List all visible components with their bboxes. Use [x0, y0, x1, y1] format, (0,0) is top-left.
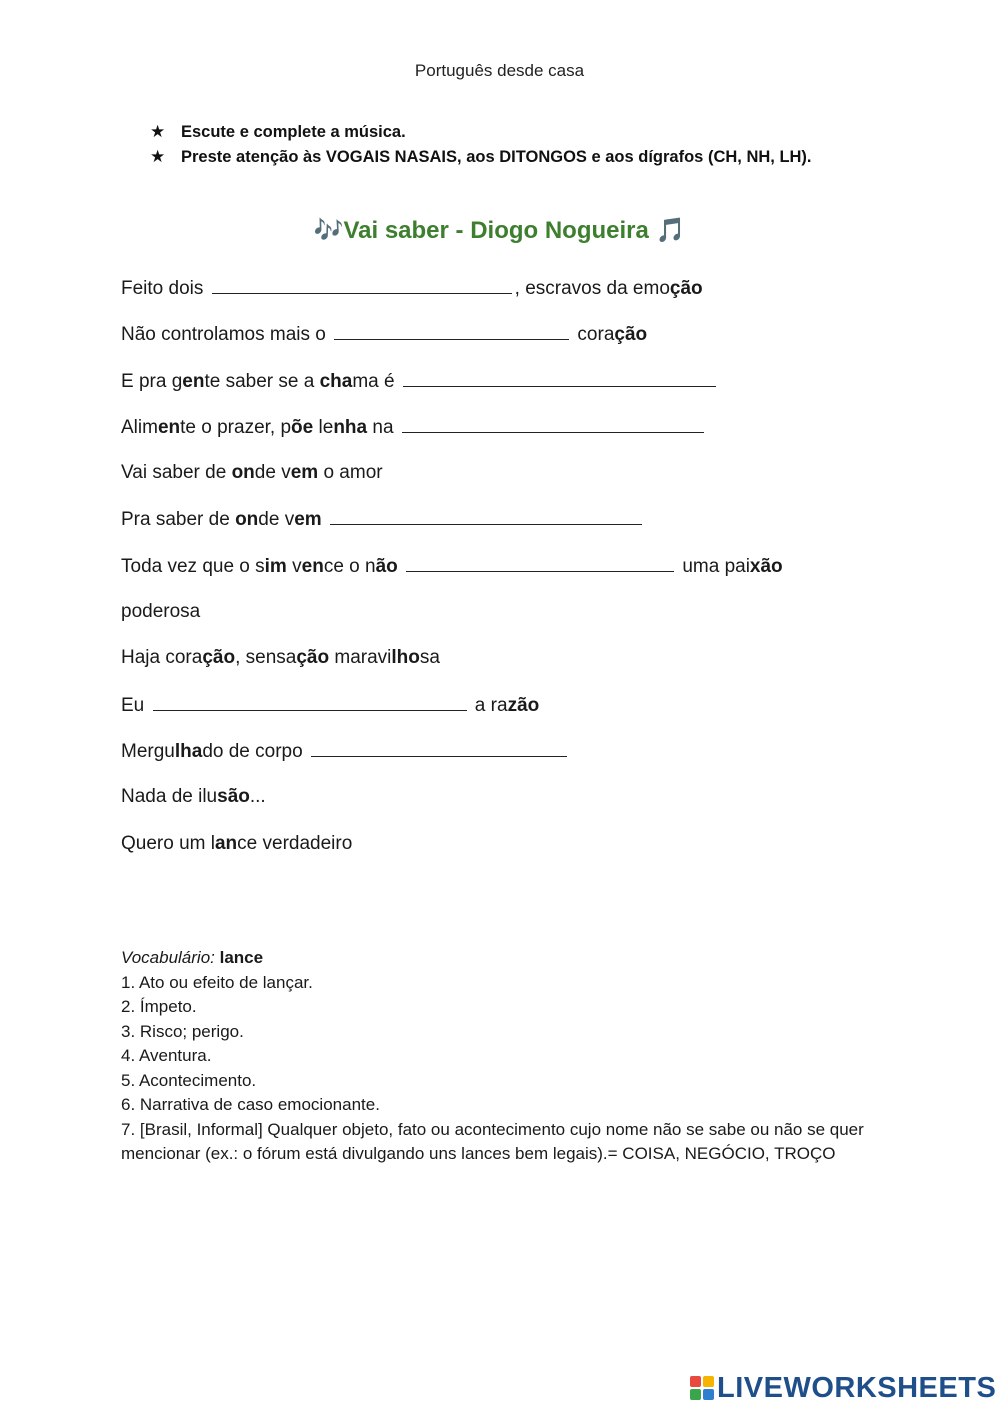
lyric-line	[121, 414, 881, 460]
instruction-text: Preste atenção às VOGAIS NASAIS, aos DITONGOS e aos dígrafos (CH, NH, LH).	[181, 147, 812, 166]
highlighted-sound: em	[294, 509, 322, 531]
highlighted-sound: em	[290, 462, 319, 484]
instruction-item	[150, 120, 850, 145]
logo-block	[690, 1389, 701, 1400]
lyric-text: Vai saber de	[121, 462, 232, 484]
fill-in-blank[interactable]	[403, 368, 716, 387]
lyric-text: Mergu	[121, 740, 175, 762]
highlighted-sound: xão	[749, 555, 783, 577]
lyric-text: Nada de ilu	[121, 786, 218, 808]
highlighted-sound: en	[182, 370, 205, 392]
highlighted-sound: ção	[202, 647, 236, 669]
song-title	[0, 216, 999, 245]
lyric-text: Haja cora	[121, 647, 203, 669]
lyric-text: te saber se a	[204, 370, 320, 392]
highlighted-sound: im	[264, 555, 287, 577]
definition-item: 6. Narrativa de caso emocionante.	[121, 1095, 380, 1114]
vocabulary-label: Vocabulário:	[121, 948, 215, 967]
highlighted-sound: on	[231, 462, 255, 484]
logo-text: LIVEWORKSHEETS	[717, 1371, 997, 1404]
logo-blocks-icon	[690, 1376, 714, 1400]
highlighted-sound: en	[157, 416, 181, 438]
highlighted-sound: on	[235, 509, 259, 531]
fill-in-blank[interactable]	[402, 414, 704, 433]
highlighted-sound: ção	[614, 324, 648, 346]
lyric-text: Pra saber de	[121, 509, 236, 531]
lyric-text: cora	[572, 324, 615, 346]
lyric-line	[121, 275, 881, 321]
lyric-text: Alim	[121, 416, 158, 438]
lyric-text: , escravos da emo	[514, 278, 670, 299]
lyric-text: v	[286, 555, 302, 577]
lyric-text: sa	[419, 647, 440, 669]
highlighted-sound: nha	[333, 416, 368, 438]
lyric-line	[121, 692, 881, 738]
lyric-line	[121, 784, 881, 830]
highlighted-sound: ção	[669, 278, 703, 299]
lyric-line	[121, 321, 881, 367]
highlighted-sound: en	[301, 555, 324, 577]
highlighted-sound: cha	[319, 370, 353, 392]
lyric-text: o amor	[318, 462, 383, 484]
lyric-text: na	[367, 416, 399, 438]
vocabulary-heading	[121, 946, 871, 971]
highlighted-sound: õe	[291, 416, 314, 438]
liveworksheets-logo	[690, 1372, 996, 1404]
lyric-text: de v	[254, 462, 291, 484]
instructions-list	[150, 120, 850, 169]
lyric-text	[398, 556, 403, 577]
lyric-text: ce verdadeiro	[237, 832, 353, 854]
lyric-text: E pra g	[121, 370, 183, 392]
highlighted-sound: zão	[507, 694, 540, 716]
definition-item: 3. Risco; perigo.	[121, 1021, 244, 1041]
lyric-text: , sensa	[235, 647, 297, 669]
highlighted-sound: são	[217, 786, 250, 808]
lyric-text: le	[313, 416, 334, 438]
lyric-line	[121, 460, 881, 506]
logo-block	[690, 1376, 701, 1387]
lyric-text: a ra	[469, 694, 508, 716]
fill-in-blank[interactable]	[334, 321, 569, 340]
highlighted-sound: lha	[174, 740, 203, 762]
highlighted-sound: ção	[296, 647, 330, 669]
lyric-line	[121, 506, 881, 552]
lyric-text: Quero um l	[121, 832, 215, 854]
lyric-text: Não controlamos mais o	[121, 324, 332, 346]
music-notes-icon: 🎶	[313, 216, 344, 244]
lyric-line	[121, 831, 881, 877]
definition-item: 5. Acontecimento.	[121, 1070, 257, 1090]
fill-in-blank[interactable]	[311, 738, 567, 757]
lyric-text: do de corpo	[202, 740, 308, 762]
lyric-text: uma pai	[677, 555, 750, 577]
star-icon: ★	[150, 146, 166, 166]
lyric-text: ...	[249, 786, 266, 808]
lyric-text: te o prazer, p	[180, 416, 292, 438]
definition-item: 2. Ímpeto.	[121, 997, 197, 1016]
lyric-text: ma é	[352, 370, 400, 392]
highlighted-sound: lho	[391, 647, 420, 669]
fill-in-blank[interactable]	[153, 692, 467, 711]
logo-block	[703, 1376, 714, 1387]
highlighted-sound: an	[214, 832, 238, 854]
fill-in-blank[interactable]	[212, 275, 512, 294]
song-title-text: Vai saber - Diogo Nogueira	[343, 217, 649, 244]
lyric-line	[121, 368, 881, 414]
lyric-line	[121, 599, 881, 645]
lyric-text: poderosa	[121, 601, 201, 623]
fill-in-blank[interactable]	[330, 506, 642, 525]
lyrics-block	[121, 275, 881, 877]
lyric-text: maravi	[329, 647, 392, 669]
page-header: Português desde casa	[414, 61, 585, 80]
lyric-text: ce o n	[323, 555, 376, 577]
lyric-text: Feito dois	[121, 278, 209, 299]
instruction-text: Escute e complete a música.	[181, 123, 406, 141]
lyric-line	[121, 645, 881, 691]
lyric-text	[322, 509, 327, 530]
definition-item: 1. Ato ou efeito de lançar.	[121, 972, 313, 992]
star-icon: ★	[150, 122, 166, 141]
definition-item: 7. [Brasil, Informal] Qualquer objeto, fato ou acontecimento cujo nome não se sabe ou não se quer mencionar (ex.: o fórum está divulgando uns lances bem legais).= COISA, NEGÓCIO, TROÇO	[121, 1119, 864, 1163]
instruction-item	[150, 145, 850, 170]
fill-in-blank[interactable]	[406, 553, 674, 572]
logo-block	[703, 1389, 714, 1400]
vocabulary-section	[121, 946, 871, 1167]
lyric-text: Toda vez que o s	[121, 555, 265, 577]
lyric-text: Eu	[121, 694, 150, 716]
lyric-text: de v	[258, 509, 295, 531]
highlighted-sound: ão	[375, 555, 398, 577]
lyric-line	[121, 738, 881, 784]
definition-item: 4. Aventura.	[121, 1046, 212, 1065]
vocabulary-word: lance	[219, 948, 264, 967]
lyric-line	[121, 553, 881, 599]
music-note-icon: 🎵	[655, 216, 686, 244]
